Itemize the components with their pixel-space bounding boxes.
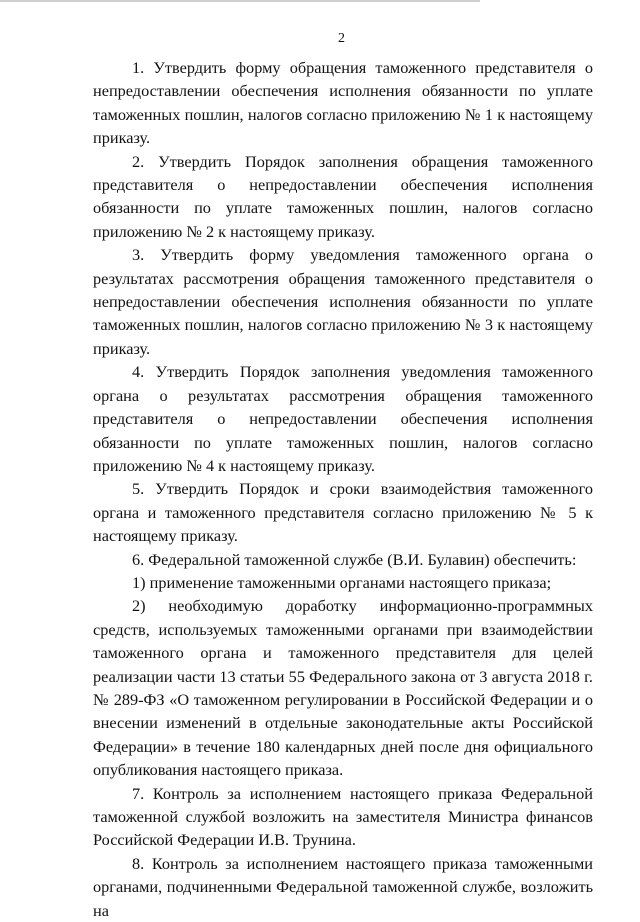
page-number: 2 (338, 31, 345, 46)
document-body (93, 56, 593, 922)
paragraph-8: 8. Контроль за исполнением настоящего приказа таможенными органами, подчиненными Федеральной таможенной службе, возложить на (93, 853, 593, 920)
paragraph-6-item-2: 2) необходимую доработку информационно-программных средств, используемых таможенными органами при взаимодействии таможенного органа и таможенного представителя для целей реализации части 13 статьи 55 Федерального закона от 3 августа 2018 г. № 289-ФЗ «О таможенном регулировании в Российской Федерации и о внесении изменений в отдельные законодательные акты Российской Федерации» в течение 180 календарных дней после дня официального опубликования настоящего приказа. (93, 596, 593, 780)
paragraph-3: 3. Утвердить форму уведомления таможенного органа о результатах рассмотрения обращения таможенного представителя о непредоставлении обеспечения исполнения обязанности по уплате таможенных пошлин, налогов согласно приложению № 3 к настоящему приказу. (93, 245, 593, 358)
paragraph-1: 1. Утвердить форму обращения таможенного представителя о непредоставлении обеспечения исполнения обязанности по уплате таможенных пошлин, налогов согласно приложению № 1 к настоящему приказу. (93, 58, 593, 148)
paragraph-6-item-1: 1) применение таможенными органами настоящего приказа; (132, 572, 552, 592)
paragraph-5: 5. Утвердить Порядок и сроки взаимодействия таможенного органа и таможенного представителя согласно приложению № 5 к настоящему приказу. (93, 479, 593, 546)
paragraph-4: 4. Утвердить Порядок заполнения уведомления таможенного органа о результатах рассмотрения обращения таможенного представителя о непредоставлении обеспечения исполнения обязанности по уплате таможенных пошлин, налогов согласно приложению № 4 к настоящему приказу. (93, 362, 593, 475)
paragraph-7: 7. Контроль за исполнением настоящего приказа Федеральной таможенной службой возложить на заместителя Министра финансов Российской Федерации И.В. Трунина. (93, 783, 593, 850)
paragraph-6: 6. Федеральной таможенной службе (В.И. Булавин) обеспечить: (132, 549, 577, 569)
paragraph-2: 2. Утвердить Порядок заполнения обращения таможенного представителя о непредоставлении обеспечения исполнения обязанности по уплате таможенных пошлин, налогов согласно приложению № 2 к настоящему приказу. (93, 151, 593, 241)
scan-top-edge (0, 0, 480, 2)
